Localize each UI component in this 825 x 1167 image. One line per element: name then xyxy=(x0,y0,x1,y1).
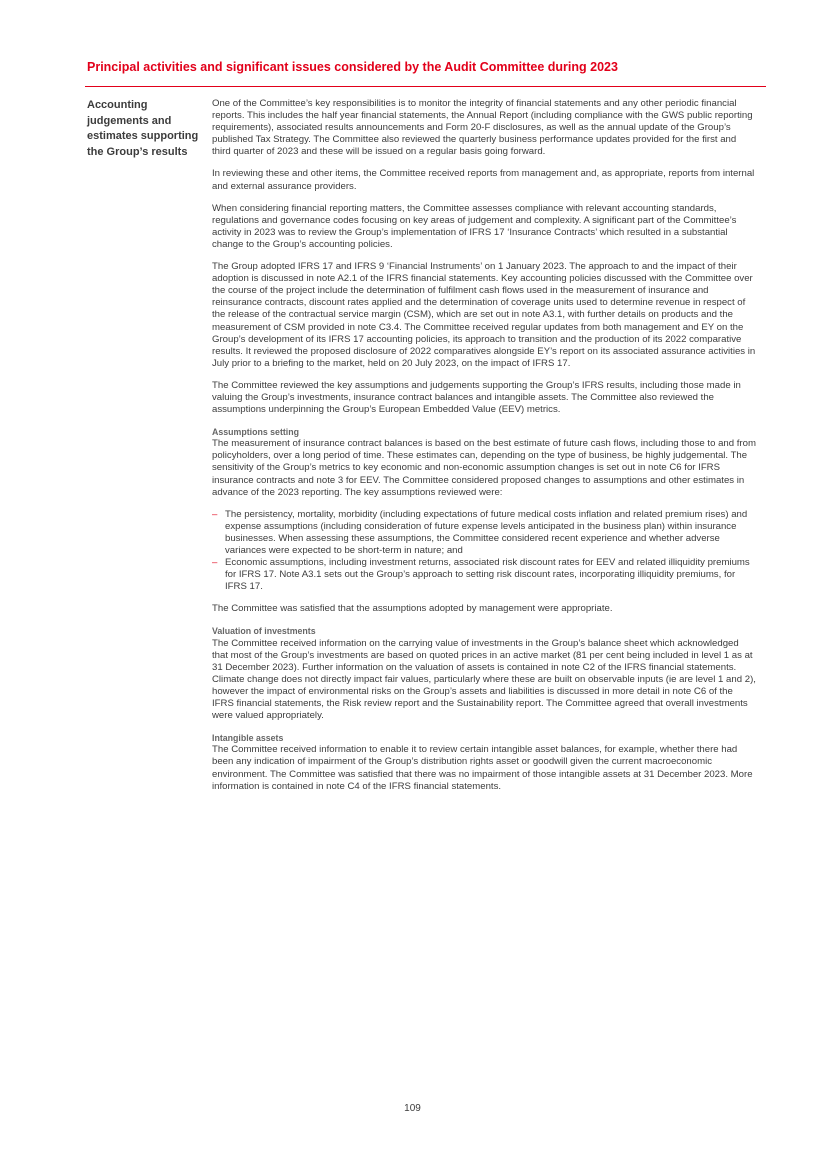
page-number: 109 xyxy=(404,1103,421,1114)
list-item-text: Economic assumptions, including investment returns, associated risk discount rates for EEV and related illiquidity premiums for IFRS 17. Note A3.1 sets out the Group’s approach to setting risk discount rates, incorporating illiquidity premiums, for IFRS 17. xyxy=(225,557,750,593)
page-title: Principal activities and significant issues considered by the Audit Committee during 2023 xyxy=(87,60,618,74)
valuation-paragraph: The Committee received information on the carrying value of investments in the Group’s balance sheet which acknowledged that most of the Group’s investments are based on quoted prices in an active market (81 per cent being included in level 1 as at 31 December 2023). Further information on the valuation of assets is contained in note C2 of the IFRS financial statements. Climate change does not directly impact fair values, particularly where these are built on observable inputs (ie are level 1 and 2), however the impact of environmental risks on the Group’s assets and liabilities is discussed in more detail in note C6 of the IFRS financial statements, the Risk review report and the Sustainability report. The Committee agreed that overall investments were valued appropriately. xyxy=(212,637,756,722)
intro-paragraph-3: When considering financial reporting matters, the Committee assesses compliance with relevant accounting standards, regulations and governance codes focusing on key areas of judgement and complexity. A significant part of the Committee’s activity in 2023 was to review the Group’s implementation of IFRS 17 ‘Insurance Contracts’ which resulted in a substantial change to the Group’s accounting policies. xyxy=(212,202,737,250)
list-item-text: The persistency, mortality, morbidity (including expectations of future medical costs inflation and related premium rises) and expense assumptions (including consideration of future expense levels anticipated in the business plan) within insurance businesses. When assessing these assumptions, the Committee considered recent experience and whether adverse variances were expected to be short-term in nature; and xyxy=(225,508,748,556)
intangible-heading: Intangible assets xyxy=(212,733,284,744)
intro-paragraph-1: One of the Committee’s key responsibilities is to monitor the integrity of financial statements and any other periodic financial reports. This includes the half year financial statements, the Annual Report (including compliance with the GWS public reporting requirements), associated results announcements and Form 20-F disclosures, as well as the annual update of the Group’s published Tax Strategy. The Committee also reviewed the quarterly business performance updates provided for the first and third quarter of 2023 and these will be issued on a regular basis going forward. xyxy=(212,98,753,158)
section-body xyxy=(212,98,757,803)
assumptions-paragraph: The measurement of insurance contract balances is based on the best estimate of future cash flows, including those to and from policyholders, over a long period of time. These estimates can, depending on the type of business, be highly judgemental. The sensitivity of the Group’s metrics to key economic and non-economic assumption changes is set out in note C6 for IFRS insurance contracts and note 3 for EEV. The Committee considered proposed changes to assumptions and other estimates in advance of the 2023 reporting. The key assumptions reviewed were: xyxy=(212,438,756,498)
assumptions-list xyxy=(212,509,757,594)
intro-paragraph-5: The Committee reviewed the key assumptions and judgements supporting the Group’s IFRS results, including those made in valuing the Group’s investments, insurance contract balances and intangible assets. The Committee also reviewed the assumptions underpinning the Group’s European Embedded Value (EEV) metrics. xyxy=(212,379,741,416)
list-item xyxy=(212,509,757,557)
intro-paragraph-4: The Group adopted IFRS 17 and IFRS 9 ‘Financial Instruments’ on 1 January 2023. The approach to and the impact of their adoption is discussed in note A2.1 of the IFRS financial statements. Key accounting policies discussed with the Committee over the course of the project include the determination of fulfilment cash flows used in the measurement of insurance and reinsurance contracts, discount rates applied and the determination of coverage units used to determine revenue in respect of the release of the contractual service margin (CSM), which are set out in note A3.1, with further details on products and the measurement of CSM provided in note C3.4. The Committee received regular updates from both management and EY on the Group’s development of its IFRS 17 accounting policies, its approach to transition and the production of its 2022 comparative results. It reviewed the proposed disclosure of 2022 comparatives alongside EY’s report on its associated assurance activities in July prior to a briefing to the market, held on 20 July 2023, on the impact of IFRS 17. xyxy=(212,261,756,369)
list-item xyxy=(212,557,757,593)
assumptions-conclusion: The Committee was satisfied that the assumptions adopted by management were appropriate. xyxy=(212,603,613,615)
dash-bullet-icon: – xyxy=(212,557,218,569)
intangible-paragraph: The Committee received information to enable it to review certain intangible asset balances, for example, whether there had been any indication of impairment of the Group’s distribution rights asset or goodwill given the current macroeconomic environment. The Committee was satisfied that there was no impairment of those intangible assets at 31 December 2023. More information is contained in note C4 of the IFRS financial statements. xyxy=(212,744,753,792)
intro-paragraph-2: In reviewing these and other items, the Committee received reports from management and, as appropriate, reports from internal and external assurance providers. xyxy=(212,168,755,192)
valuation-heading: Valuation of investments xyxy=(212,626,316,637)
assumptions-heading: Assumptions setting xyxy=(212,427,299,438)
dash-bullet-icon: – xyxy=(212,508,218,520)
section-heading: Accounting judgements and estimates supporting the Group’s results xyxy=(87,99,199,158)
title-divider xyxy=(85,86,766,87)
